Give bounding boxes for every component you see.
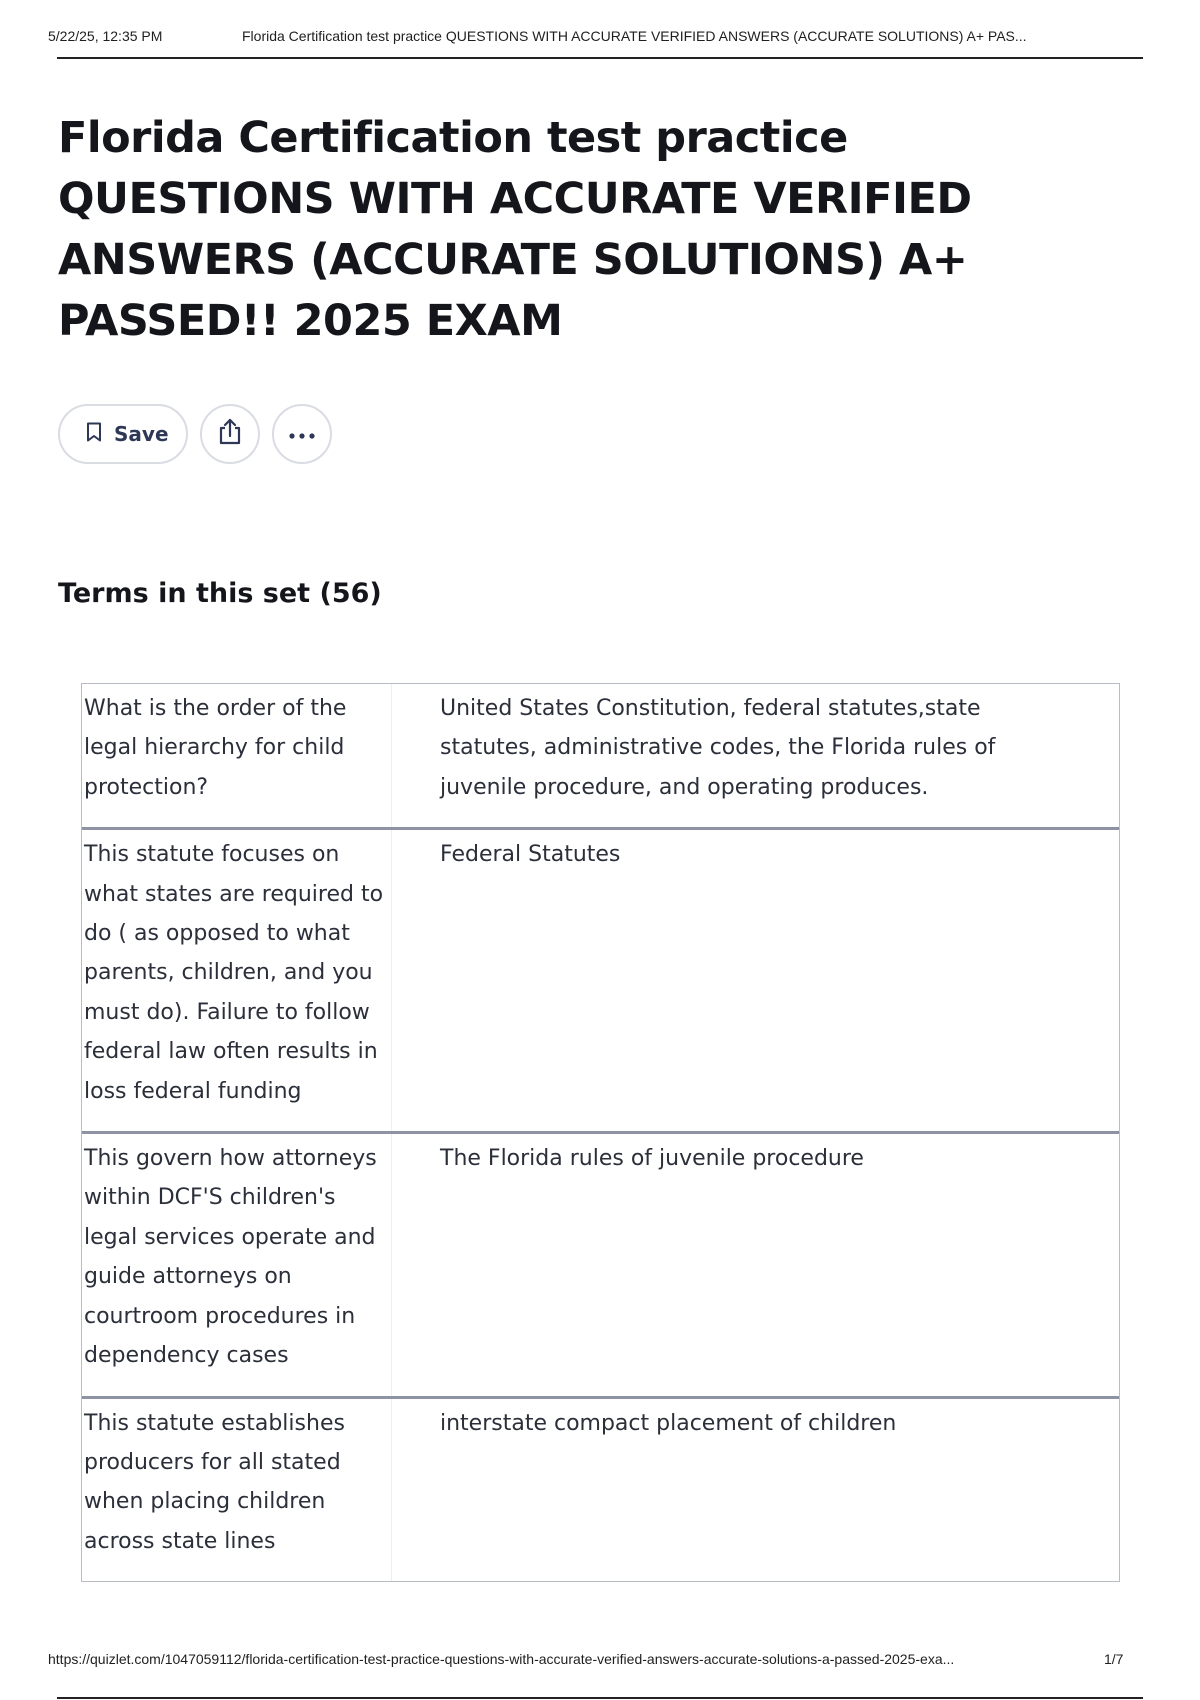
page-title: Florida Certification test practice QUESTIONS WITH ACCURATE VERIFIED ANSWERS (ACCURATE SOLUTIONS) A+ PASSED!! 2025 EXAM <box>58 113 972 346</box>
term-text: This govern how attorneys within DCF'S children's legal services operate and guide attorneys on courtroom procedures in dependency cases <box>82 1134 392 1395</box>
terms-heading: Terms in this set (56) <box>58 578 382 609</box>
share-icon <box>217 418 243 450</box>
more-icon <box>288 425 316 444</box>
action-bar <box>58 404 344 464</box>
page-number: 1/7 <box>1104 1651 1124 1667</box>
print-header <box>48 28 1142 48</box>
term-row <box>82 684 1119 827</box>
term-row <box>82 1396 1119 1582</box>
save-button[interactable] <box>58 404 188 464</box>
term-text: This statute establishes producers for all stated when placing children across state lines <box>82 1399 392 1582</box>
header-divider <box>57 57 1143 59</box>
print-footer <box>48 1651 1152 1667</box>
term-row <box>82 827 1119 1131</box>
bookmark-icon <box>86 422 102 446</box>
terms-table <box>81 683 1120 1582</box>
term-text: This statute focuses on what states are required to do ( as opposed to what parents, children, and you must do). Failure to follow federal law often results in loss federal funding <box>82 830 392 1131</box>
share-button[interactable] <box>200 404 260 464</box>
term-row <box>82 1131 1119 1395</box>
footer-divider <box>57 1697 1143 1699</box>
definition-text: Federal Statutes <box>440 842 621 868</box>
page-url: https://quizlet.com/1047059112/florida-certification-test-practice-questions-with-accurate-verified-answers-accurate-solutions-a-passed-2025-exa... <box>48 1651 955 1667</box>
save-button-label: Save <box>114 422 169 446</box>
definition-text: United States Constitution, federal statutes,state statutes, administrative codes, the Florida rules of juvenile procedure, and operating produces. <box>440 696 996 800</box>
print-doc-title: Florida Certification test practice QUESTIONS WITH ACCURATE VERIFIED ANSWERS (ACCURATE SOLUTIONS) A+ PAS... <box>242 28 1027 44</box>
print-datetime: 5/22/25, 12:35 PM <box>48 28 163 44</box>
more-options-button[interactable] <box>272 404 332 464</box>
definition-text: interstate compact placement of children <box>440 1410 897 1436</box>
term-text: What is the order of the legal hierarchy for child protection? <box>82 684 392 827</box>
definition-text: The Florida rules of juvenile procedure <box>440 1146 864 1172</box>
